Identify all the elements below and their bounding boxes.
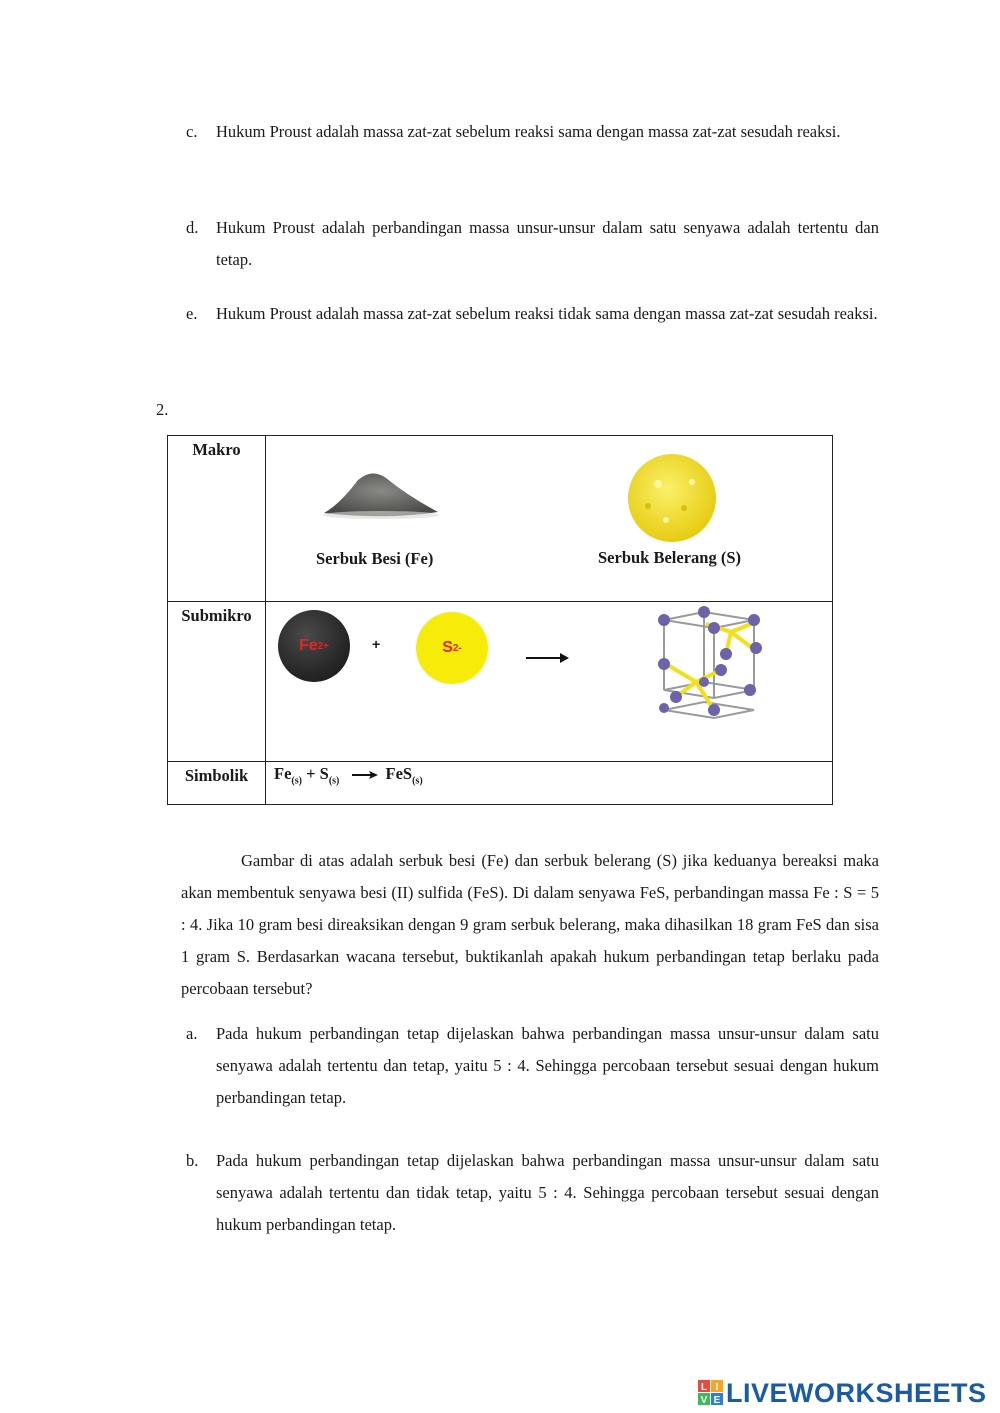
badge-letter: I	[715, 1382, 719, 1393]
badge-letter: V	[700, 1395, 708, 1406]
eq-fe: Fe	[274, 764, 292, 783]
s-ion-charge: 2-	[452, 642, 462, 654]
option-text: Hukum Proust adalah perbandingan massa unsur-unsur dalam satu senyawa adalah tertentu dan tetap.	[216, 218, 879, 269]
makro-label: Makro	[168, 436, 266, 602]
eq-product-state: (s)	[412, 775, 423, 787]
submikro-cell	[266, 602, 833, 762]
option-a[interactable]	[186, 1018, 879, 1114]
eq-s-state: (s)	[328, 775, 340, 787]
question-paragraph	[181, 845, 879, 1005]
option-d[interactable]	[186, 212, 879, 276]
liveworksheets-badge-icon	[698, 1380, 724, 1406]
badge-letter: E	[713, 1395, 721, 1406]
option-c[interactable]	[186, 116, 879, 148]
option-text: Pada hukum perbandingan tetap dijelaskan bahwa perbandingan massa unsur-unsur dalam satu senyawa adalah tertentu dan tidak tetap, yaitu 5 : 4. Sehingga percobaan tersebut sesuai dengan hukum perbandingan tetap.	[216, 1151, 879, 1234]
plus-sign: +	[372, 636, 381, 652]
option-text: Hukum Proust adalah massa zat-zat sebelum reaksi tidak sama dengan massa zat-zat sesudah reaksi.	[216, 304, 878, 323]
sulfur-powder-caption: Serbuk Belerang (S)	[598, 548, 742, 567]
simbolik-label: Simbolik	[168, 762, 266, 805]
paragraph-text: Gambar di atas adalah serbuk besi (Fe) dan serbuk belerang (S) jika keduanya bereaksi maka akan membentuk senyawa besi (II) sulfida (FeS). Di dalam senyawa FeS, perbandingan massa Fe : S = 5 : 4. Jika 10 gram besi direaksikan dengan 9 gram serbuk belerang, maka dihasilkan 18 gram FeS dan sisa 1 gram S. Berdasarkan wacana tersebut, buktikanlah apakah hukum perbandingan tetap berlaku pada percobaan tersebut?	[181, 851, 879, 998]
iron-powder-caption: Serbuk Besi (Fe)	[316, 549, 434, 568]
option-b[interactable]	[186, 1145, 879, 1241]
reaction-arrow	[526, 653, 569, 663]
makro-images	[266, 436, 833, 602]
option-letter: c.	[186, 122, 198, 141]
badge-letter: L	[700, 1382, 708, 1393]
s-ion-symbol: S	[442, 639, 453, 656]
eq-fe-state: (s)	[291, 775, 302, 787]
option-letter: d.	[186, 218, 199, 237]
sulfur-powder-image	[628, 454, 716, 542]
chemical-equation	[274, 764, 423, 786]
option-e[interactable]	[186, 298, 879, 330]
option-letter: e.	[186, 304, 198, 323]
option-letter: b.	[186, 1151, 199, 1170]
eq-product: FeS	[385, 764, 413, 783]
simbolik-cell	[266, 762, 833, 805]
submikro-label: Submikro	[168, 602, 266, 762]
option-text: Hukum Proust adalah massa zat-zat sebelum reaksi sama dengan massa zat-zat sesudah reaksi.	[216, 122, 841, 141]
fe-ion-charge: 2+	[317, 640, 330, 652]
question-number: 2.	[156, 400, 169, 419]
submikro-diagram	[266, 602, 833, 762]
logo-text: LIVEWORKSHEETS	[726, 1377, 987, 1408]
option-text: Pada hukum perbandingan tetap dijelaskan bahwa perbandingan massa unsur-unsur dalam satu senyawa adalah tertentu dan tetap, yaitu 5 : 4. Sehingga percobaan tersebut sesuai dengan hukum perbandingan tetap.	[216, 1024, 879, 1107]
option-letter: a.	[186, 1024, 198, 1043]
representation-table	[167, 435, 833, 805]
iron-powder-image	[323, 473, 439, 519]
liveworksheets-logo	[698, 1377, 987, 1409]
eq-plus: +	[301, 764, 320, 783]
makro-cell	[266, 436, 833, 602]
fe-ion-symbol: Fe	[298, 637, 318, 654]
eq-arrow-icon	[350, 770, 380, 780]
eq-s: S	[319, 764, 329, 783]
